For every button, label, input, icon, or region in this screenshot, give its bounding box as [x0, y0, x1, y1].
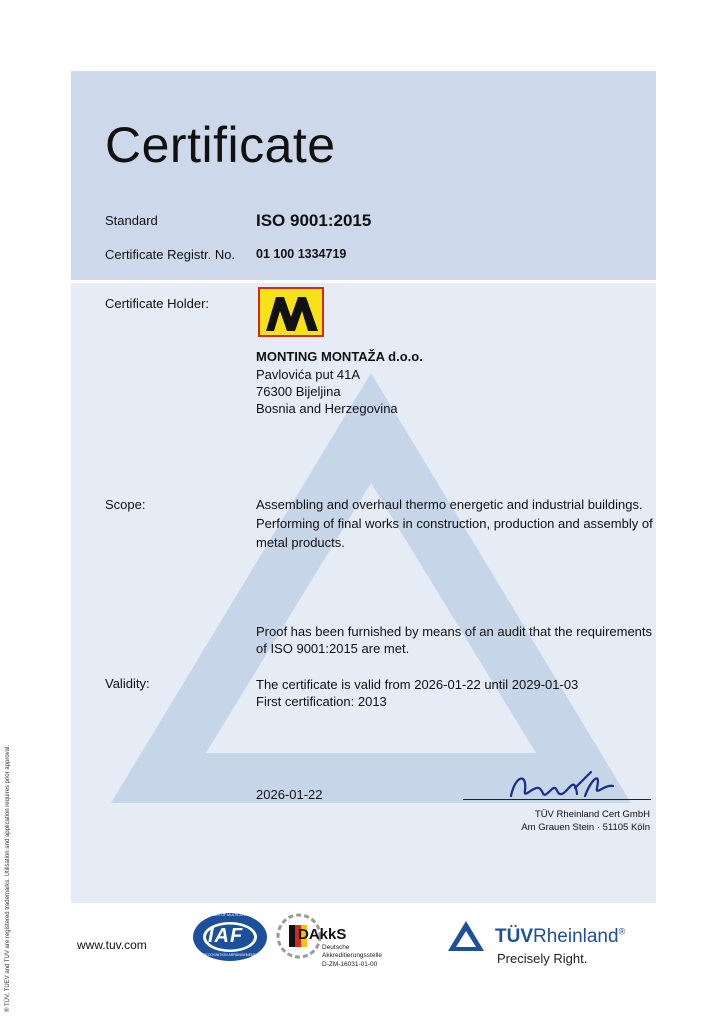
tuv-brand-reg: ® [618, 926, 626, 937]
validity-label: Validity: [105, 676, 150, 691]
scope-label: Scope: [105, 497, 146, 512]
holder-name: MONTING MONTAŽA d.o.o. [256, 349, 423, 364]
registr-label: Certificate Registr. No. [105, 247, 236, 262]
dakks-line2: Akkreditierungsstelle [322, 952, 382, 959]
tuv-triangle-icon [446, 919, 486, 953]
footer-url: www.tuv.com [77, 938, 147, 952]
tuv-brand-rheinland: Rheinland [533, 926, 619, 947]
tuv-brand [495, 926, 625, 948]
tuv-tagline: Precisely Right. [497, 951, 588, 966]
issue-date: 2026-01-22 [256, 787, 323, 802]
issuer-address: Am Grauen Stein · 51105 Köln [521, 822, 650, 833]
signature-line [463, 799, 651, 800]
certificate-title: Certificate [105, 117, 336, 173]
iaf-ring-top: MEMBER OF MULTILATERAL [205, 913, 253, 917]
iaf-ring-bottom: RECOGNITION ARRANGEMENT [203, 953, 256, 957]
issuer-name: TÜV Rheinland Cert GmbH [534, 809, 650, 820]
signature [505, 766, 625, 811]
scope-text: Assembling and overhaul thermo energetic and industrial buildings. Performing of final works in construction, production and assembly of metal products. [256, 497, 653, 550]
validity-line: First certification: 2013 [256, 694, 387, 709]
proof-text: Proof has been furnished by means of an audit that the requirements of ISO 9001:2015 are met. [256, 624, 653, 656]
standard-value: ISO 9001:2015 [256, 211, 372, 230]
monting-logo-icon [258, 287, 324, 337]
holder-label: Certificate Holder: [105, 296, 210, 311]
dakks-name: DAkkS [298, 926, 347, 943]
holder-address-line: Pavlovića put 41A [256, 367, 361, 382]
holder-address-line: Bosnia and Herzegovina [256, 401, 398, 416]
holder-address-line: 76300 Bijeljina [256, 384, 341, 399]
registr-value: 01 100 1334719 [256, 247, 347, 261]
trademark-note: ® TÜV, TUEV and TUV are registered trademarks. Utilisation and application requires prior approval. [5, 745, 11, 1012]
tuv-brand-tuv: TÜV [495, 926, 533, 947]
dakks-line3: D-ZM-16031-01-00 [322, 961, 378, 968]
validity-line: The certificate is valid from 2026-01-22 until 2029-01-03 [256, 677, 579, 692]
standard-label: Standard [105, 213, 158, 228]
dakks-line1: Deutsche [322, 944, 350, 951]
iaf-text: IAF [208, 925, 244, 947]
